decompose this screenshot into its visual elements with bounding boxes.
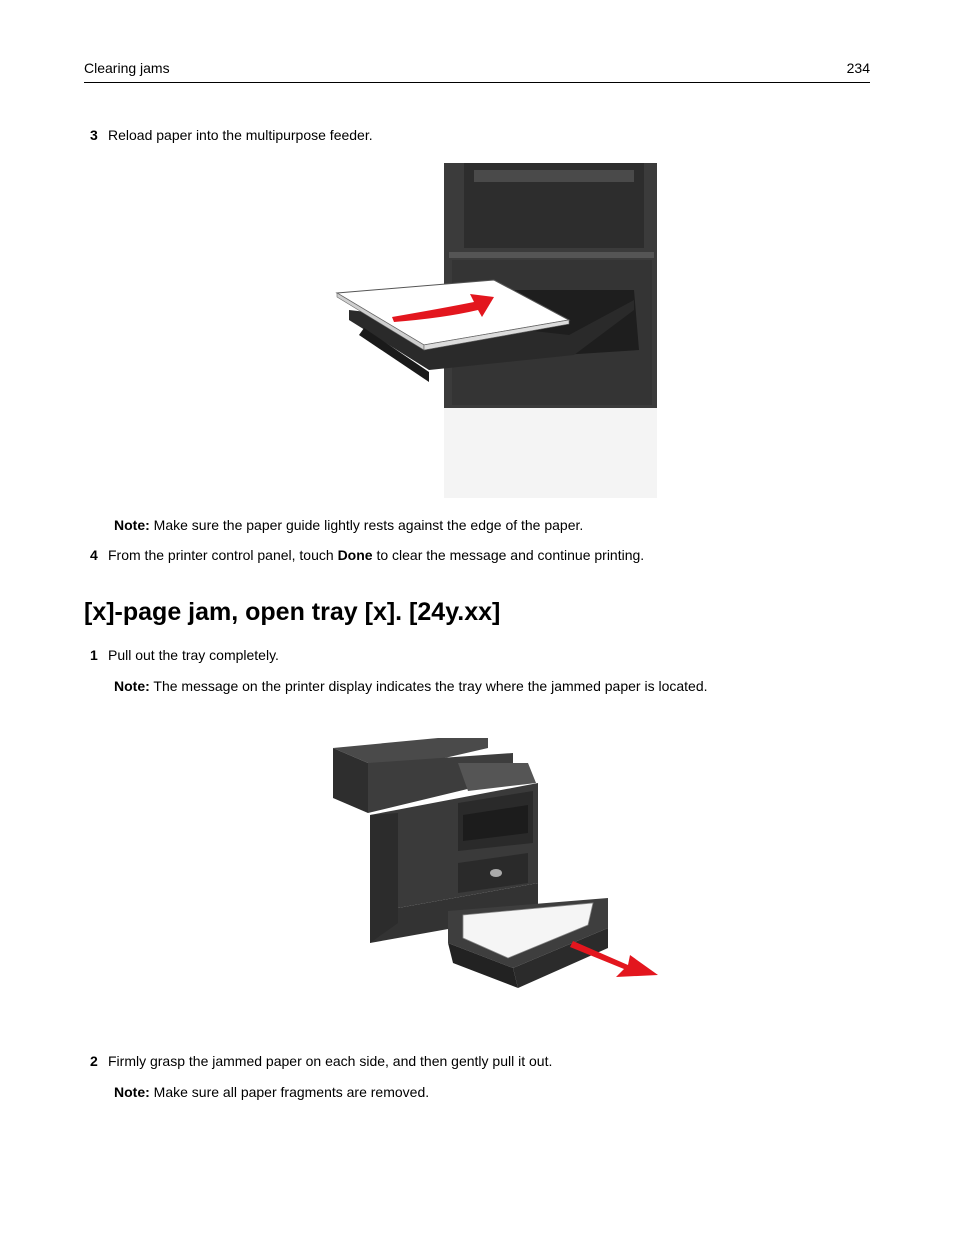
page-number: 234 (846, 60, 870, 76)
step-text: Pull out the tray completely. (108, 647, 279, 663)
note-label: Note: (114, 678, 150, 694)
note-label: Note: (114, 517, 150, 533)
step-text: Reload paper into the multipurpose feeder. (108, 127, 373, 143)
note-label: Note: (114, 1084, 150, 1100)
step-4 (90, 547, 644, 563)
printer-reflection (444, 408, 657, 498)
section-title: Clearing jams (84, 60, 170, 76)
note-text: Make sure the paper guide lightly rests against the edge of the paper. (149, 517, 584, 533)
step-number: 1 (90, 647, 98, 663)
step-1 (90, 647, 279, 663)
step-2 (90, 1053, 552, 1069)
page-header (84, 60, 870, 83)
printer-left-side (370, 813, 398, 943)
figure-reload-multipurpose-feeder (334, 160, 660, 500)
note-paper-guide (114, 517, 583, 533)
note-printer-display (114, 678, 708, 694)
section-heading: [x]-page jam, open tray [x]. [24y.xx] (84, 598, 501, 626)
step-number: 2 (90, 1053, 98, 1069)
printer-divider (449, 252, 654, 258)
step-text: Firmly grasp the jammed paper on each side, and then gently pull it out. (108, 1053, 553, 1069)
printer-output-slot (474, 170, 634, 182)
step-text-bold: Done (337, 547, 373, 563)
step-text-post: to clear the message and continue printing. (372, 547, 645, 563)
brand-logo (490, 869, 502, 877)
note-fragments (114, 1084, 429, 1100)
step-number: 4 (90, 547, 98, 563)
step-3 (90, 127, 373, 143)
note-text: Make sure all paper fragments are removed. (149, 1084, 430, 1100)
figure-pull-out-tray (328, 733, 662, 1013)
step-number: 3 (90, 127, 98, 143)
note-text: The message on the printer display indicates the tray where the jammed paper is located. (149, 678, 708, 694)
step-text-pre: From the printer control panel, touch (108, 547, 338, 563)
